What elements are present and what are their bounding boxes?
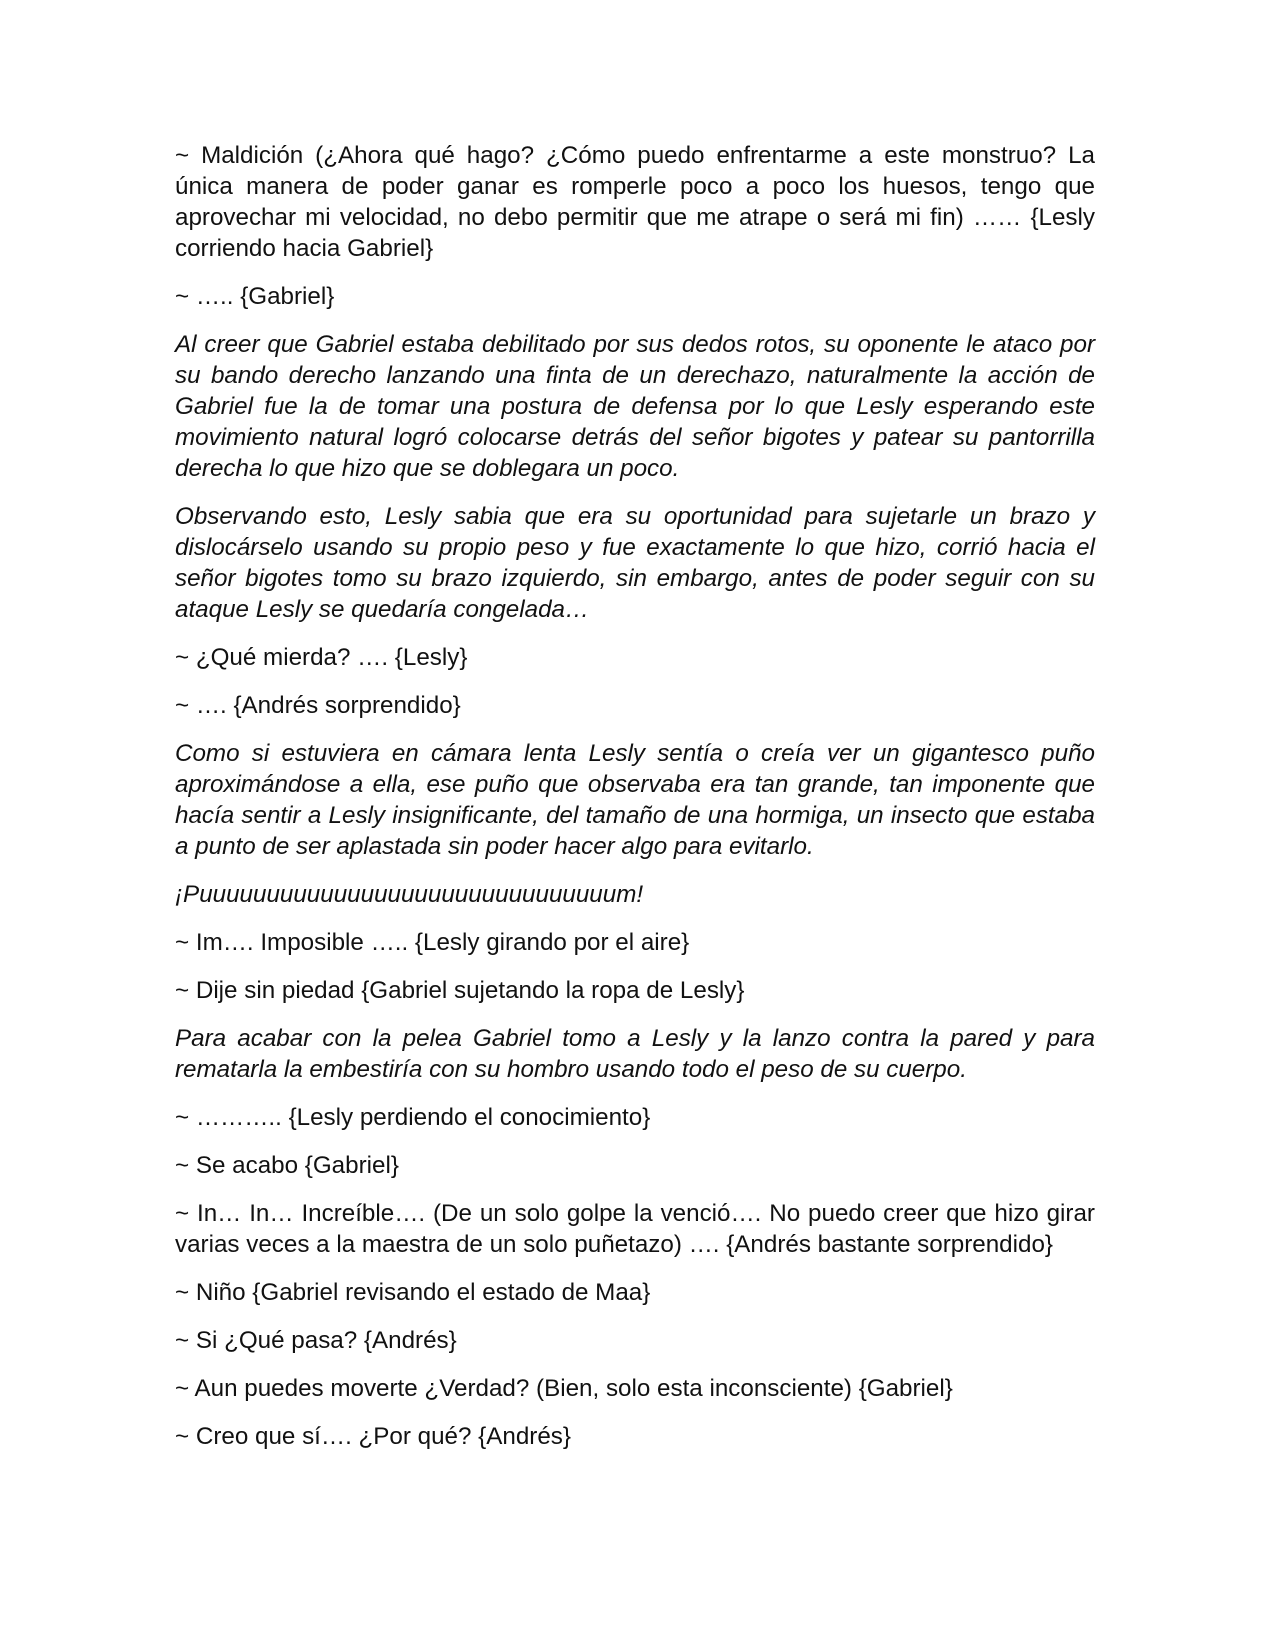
dialogue-paragraph: ~ ……….. {Lesly perdiendo el conocimiento} [175,1104,651,1131]
narration-paragraph: Para acabar con la pelea Gabriel tomo a Lesly y la lanzo contra la pared y para rematarla la embestiría con su hombro usando todo el peso de su cuerpo. [175,1025,1095,1083]
dialogue-paragraph: ~ Si ¿Qué pasa? {Andrés} [175,1327,457,1354]
dialogue-paragraph: ~ Niño {Gabriel revisando el estado de Maa} [175,1279,651,1306]
dialogue-paragraph: ~ Aun puedes moverte ¿Verdad? (Bien, solo esta inconsciente) {Gabriel} [175,1375,953,1402]
narration-paragraph: Como si estuviera en cámara lenta Lesly sentía o creía ver un gigantesco puño aproximándose a ella, ese puño que observaba era tan grande, tan imponente que hacía sentir a Lesly insignificante, del tamaño de una hormiga, un insecto que estaba a punto de ser aplastada sin poder hacer algo para evitarlo. [175,740,1095,860]
document-page [175,140,1095,1469]
narration-paragraph: Observando esto, Lesly sabia que era su oportunidad para sujetarle un brazo y dislocárselo usando su propio peso y fue exactamente lo que hizo, corrió hacia el señor bigotes tomo su brazo izquierdo, sin embargo, antes de poder seguir con su ataque Lesly se quedaría congelada… [175,503,1095,623]
dialogue-paragraph: ~ ¿Qué mierda? …. {Lesly} [175,644,468,671]
dialogue-paragraph: ~ Im…. Imposible ….. {Lesly girando por el aire} [175,929,690,956]
sound-effect-paragraph: ¡Puuuuuuuuuuuuuuuuuuuuuuuuuuuuuuum! [175,881,644,908]
dialogue-paragraph: ~ …. {Andrés sorprendido} [175,692,461,719]
dialogue-paragraph: ~ Dije sin piedad {Gabriel sujetando la ropa de Lesly} [175,977,745,1004]
narration-paragraph: Al creer que Gabriel estaba debilitado por sus dedos rotos, su oponente le ataco por su bando derecho lanzando una finta de un derechazo, naturalmente la acción de Gabriel fue la de tomar una postura de defensa por lo que Lesly esperando este movimiento natural logró colocarse detrás del señor bigotes y patear su pantorrilla derecha lo que hizo que se doblegara un poco. [175,331,1095,482]
dialogue-paragraph: ~ Se acabo {Gabriel} [175,1152,399,1179]
dialogue-paragraph: ~ Creo que sí…. ¿Por qué? {Andrés} [175,1423,571,1450]
dialogue-paragraph: ~ In… In… Increíble…. (De un solo golpe la venció…. No puedo creer que hizo girar varias veces a la maestra de un solo puñetazo) …. {Andrés bastante sorprendido} [175,1200,1095,1258]
dialogue-paragraph: ~ Maldición (¿Ahora qué hago? ¿Cómo puedo enfrentarme a este monstruo? La única manera de poder ganar es romperle poco a poco los huesos, tengo que aprovechar mi velocidad, no debo permitir que me atrape o será mi fin) …… {Lesly corriendo hacia Gabriel} [175,142,1095,262]
dialogue-paragraph: ~ ….. {Gabriel} [175,283,335,310]
